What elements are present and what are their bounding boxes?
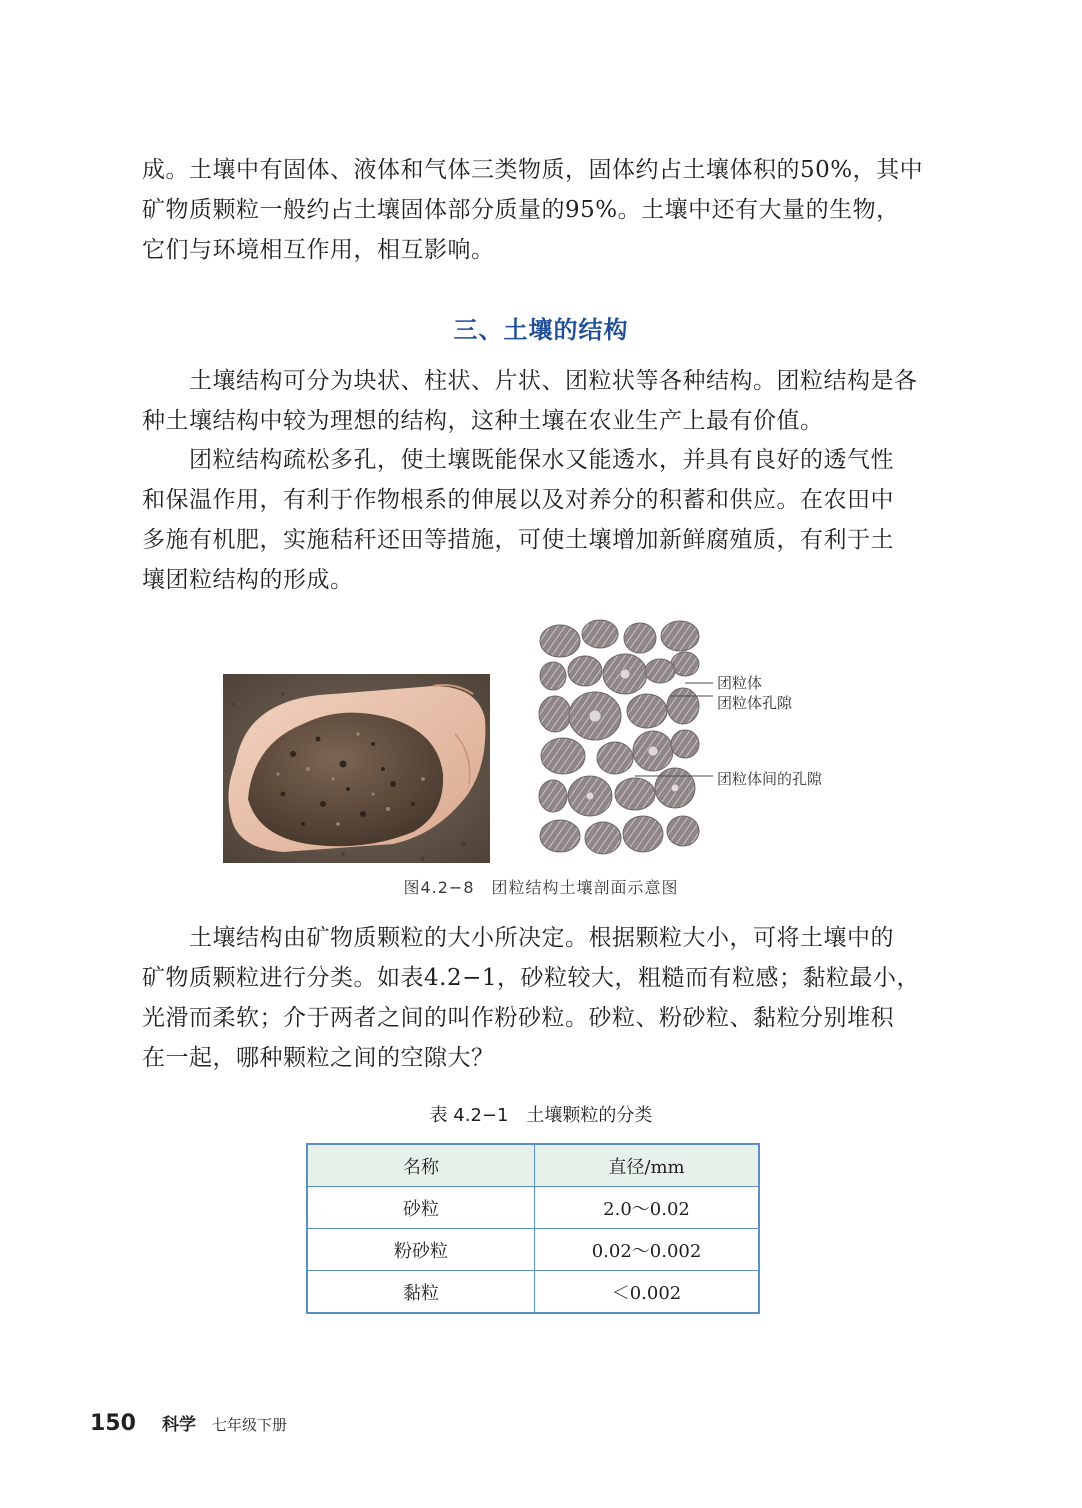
text-line: 成。土壤中有固体、液体和气体三类物质，固体约占土壤体积的50%，其中 [142, 157, 924, 183]
particles-paragraph [142, 918, 924, 1078]
text-line: 在一起，哪种颗粒之间的空隙大？ [142, 1045, 495, 1071]
table-caption: 表 4.2−1 土壤颗粒的分类 [429, 1105, 653, 1126]
text-line: 它们与环境相互作用，相互影响。 [142, 237, 495, 263]
header-name: 名称 [307, 1144, 535, 1187]
label-aggregate-pore: 团粒体孔隙 [717, 694, 793, 712]
page-footer [90, 1410, 287, 1436]
text-line: 矿物质颗粒一般约占土壤固体部分质量的95%。土壤中还有大量的生物， [142, 197, 900, 223]
text-line: 土壤结构由矿物质颗粒的大小所决定。根据颗粒大小，可将土壤中的 [189, 925, 894, 951]
text-line: 矿物质颗粒进行分类。如表4.2−1，砂粒较大，粗糙而有粒感；黏粒最小， [142, 965, 920, 991]
page-number: 150 [90, 1411, 136, 1436]
text-line: 土壤结构可分为块状、柱状、片状、团粒状等各种结构。团粒结构是各 [189, 368, 918, 394]
label-aggregate: 团粒体 [717, 674, 763, 692]
soil-in-hand-photo [223, 674, 490, 863]
book-title: 科学 [162, 1415, 196, 1435]
cell-diameter: ＜0.002 [535, 1271, 760, 1314]
header-diameter: 直径/mm [535, 1144, 760, 1187]
label-inter-aggregate-pore: 团粒体间的孔隙 [717, 770, 823, 788]
text-line: 多施有机肥，实施秸秆还田等措施，可使土壤增加新鲜腐殖质，有利于土 [142, 527, 894, 553]
cell-name: 砂粒 [307, 1187, 535, 1229]
aggregate-blob-group [539, 620, 699, 854]
table-row [307, 1187, 759, 1229]
section-heading: 三、土壤的结构 [453, 316, 629, 344]
text-line: 种土壤结构中较为理想的结构，这种土壤在农业生产上最有价值。 [142, 408, 824, 434]
text-line: 光滑而柔软；介于两者之间的叫作粉砂粒。砂粒、粉砂粒、黏粒分别堆积 [142, 1005, 894, 1031]
cell-diameter: 0.02～0.002 [535, 1229, 760, 1271]
aggregate-structure-diagram [535, 616, 855, 866]
text-line: 和保温作用，有利于作物根系的伸展以及对养分的积蓄和供应。在农田中 [142, 487, 894, 513]
particle-classification-table [306, 1143, 760, 1314]
structure-paragraph [142, 361, 924, 441]
table-row [307, 1229, 759, 1271]
text-line: 团粒结构疏松多孔，使土壤既能保水又能透水，并具有良好的透气性 [189, 447, 894, 473]
grade-label: 七年级下册 [212, 1416, 288, 1434]
cell-diameter: 2.0～0.02 [535, 1187, 760, 1229]
intro-paragraph [142, 150, 924, 270]
aggregate-paragraph [142, 440, 924, 600]
text-line: 壤团粒结构的形成。 [142, 567, 354, 593]
cell-name: 黏粒 [307, 1271, 535, 1314]
cell-name: 粉砂粒 [307, 1229, 535, 1271]
table-row [307, 1271, 759, 1314]
figure-caption: 图4.2−8 团粒结构土壤剖面示意图 [403, 878, 679, 897]
table-header-row [307, 1144, 759, 1187]
